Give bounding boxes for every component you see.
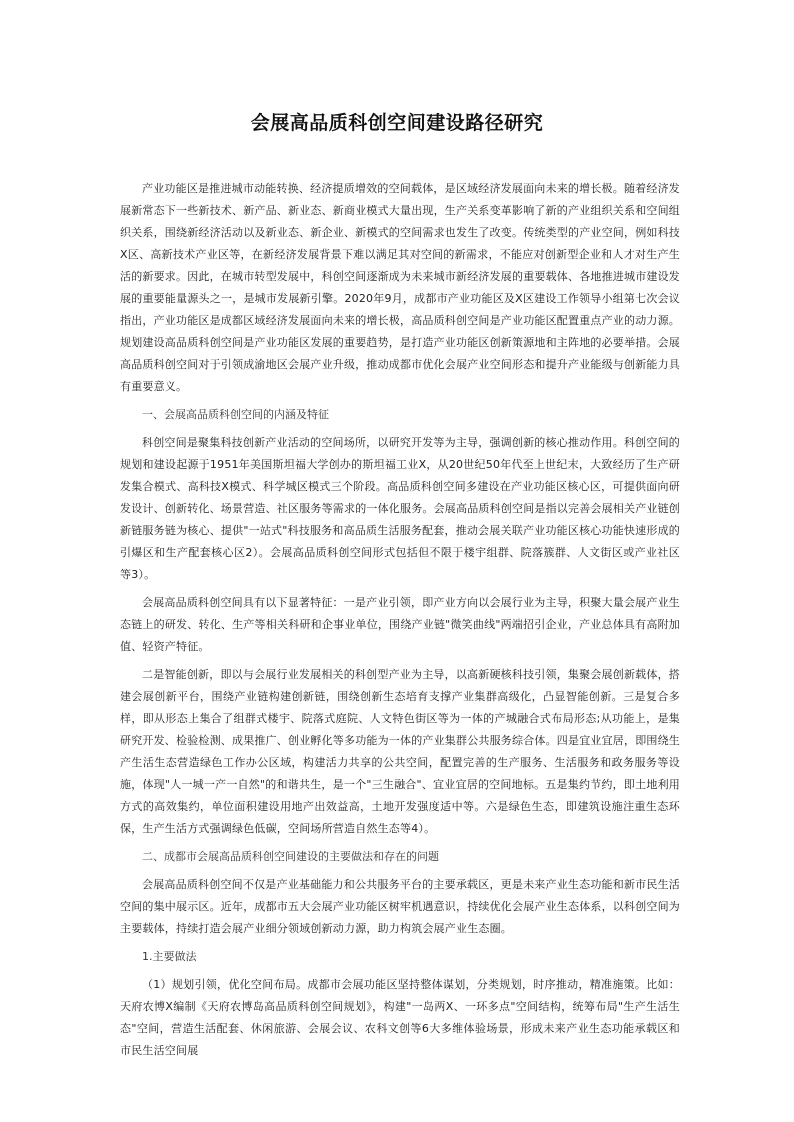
paragraph-features-2: 二是智能创新，即以与会展行业发展相关的科创型产业为主导，以高新硬核科技引领，集聚会展创新载体，搭建会展创新平台，围绕产业链构建创新链，围绕创新生态培育支撑产业集群高级化，凸显智能创新。三是复合多样，即从形态上集合了组群式楼宇、院落式庭院、人文特色街区等为一体的产城融合式布局形态;从功能上，是集研究开发、检验检测、成果推广、创业孵化等多功能为一体的产业集群公共服务综合体。四是宜业宜居，即围绕生产生活生态营造绿色工作办公区域，构建活力共享的公共空间，配置完善的生产服务、生活服务和政务服务等设施，体现"人一城一产一自然"的和谐共生，是一个"三生融合"、宜业宜居的空间地标。五是集约节约，即土地利用方式的高效集约，单位面积建设用地产出效益高，土地开发强度适中等。六是绿色生态，即建筑设施注重生态环保，生产生活方式强调绿色低碳，空间场所营造自然生态等4）。 xyxy=(120,668,680,835)
paragraph-intro: 产业功能区是推进城市动能转换、经济提质增效的空间载体，是区域经济发展面向未来的增长极。随着经济发展新常态下一些新技术、新产品、新业态、新商业模式大量出现，生产关系变革影响了新的产业组织关系和空间组织关系，围绕新经济活动以及新业态、新企业、新模式的空间需求也发生了改变。传统类型的产业空间，例如科技X区、高新技术产业区等，在新经济发展背景下难以满足其对空间的新需求，不能应对创新型企业和人才对生产生活的新要求。因此，在城市转型发展中，科创空间逐渐成为未来城市新经济发展的重要载体、各地推进城市建设发展的重要能量源头之一，是城市发展新引擎。2020年9月，成都市产业功能区及X区建设工作领导小组第七次会议指出，产业功能区是成都区域经济发展面向未来的增长极，高品质科创空间是产业功能区配置重点产业的动力源。规划建设高品质科创空间是产业功能区发展的重要趋势，是打造产业功能区创新策源地和主阵地的必要举措。会展高品质科创空间对于引领成渝地区会展产业升级，推动成都市优化会展产业空间形态和提升产业能级与创新能力具有重要意义。 xyxy=(120,182,680,393)
paragraph-section-2-intro: 会展高品质科创空间不仅是产业基础能力和公共服务平台的主要承载区，更是未来产业生态功能和新市民生活空间的集中展示区。近年，成都市五大会展产业功能区树牢机遇意识，持续优化会展产业生态体系，以科创空间为主要载体，持续打造会展产业细分领域创新动力源，助力构筑会展产业生态圈。 xyxy=(120,878,680,935)
document-body xyxy=(120,178,680,1068)
subsection-heading-1: 1.主要做法 xyxy=(142,950,197,963)
section-heading-1: 一、会展高品质科创空间的内涵及特征 xyxy=(142,408,329,421)
paragraph-definition: 科创空间是聚集科技创新产业活动的空间场所，以研究开发等为主导，强调创新的核心推动作用。科创空间的规划和建设起源于1951年美国斯坦福大学创办的斯坦福工业X，从20世纪50年代至上世纪末，大致经历了生产研发集合模式、高科技X模式、科学城区模式三个阶段。高品质科创空间多建设在产业功能区核心区，可提供面向研发设计、创新转化、场景营造、社区服务等需求的一体化服务。会展高品质科创空间是指以完善会展相关产业链创新链服务链为核心、提供"一站式"科技服务和高品质生活服务配套，推动会展关联产业功能区核心功能快速形成的引爆区和生产配套核心区2）。会展高品质科创空间形式包括但不限于楼宇组群、院落簇群、人文街区或产业社区等3）。 xyxy=(120,436,680,581)
paragraph-planning: （1）规划引领，优化空间布局。成都市会展功能区坚持整体谋划，分类规划，时序推动，精准施策。比如：天府农博X编制《天府农博岛高品质科创空间规划》，构建"一岛两X、一环多点"空间结构，统筹布局"生产生活生态"空间，营造生活配套、休闲旅游、会展会议、农科文创等6大多维体验场景，形成未来产业生态功能承载区和市民生活空间展 xyxy=(120,978,680,1057)
section-heading-2: 二、成都市会展高品质科创空间建设的主要做法和存在的问题 xyxy=(142,850,439,863)
paragraph-features-1: 会展高品质科创空间具有以下显著特征：一是产业引领，即产业方向以会展行业为主导，积聚大量会展产业生态链上的研发、转化、生产等相关科研和企事业单位，围绕产业链"微笑曲线"两端招引企业，产业总体具有高附加值、轻资产特征。 xyxy=(120,596,680,653)
document-title: 会展高品质科创空间建设路径研究 xyxy=(250,112,544,134)
